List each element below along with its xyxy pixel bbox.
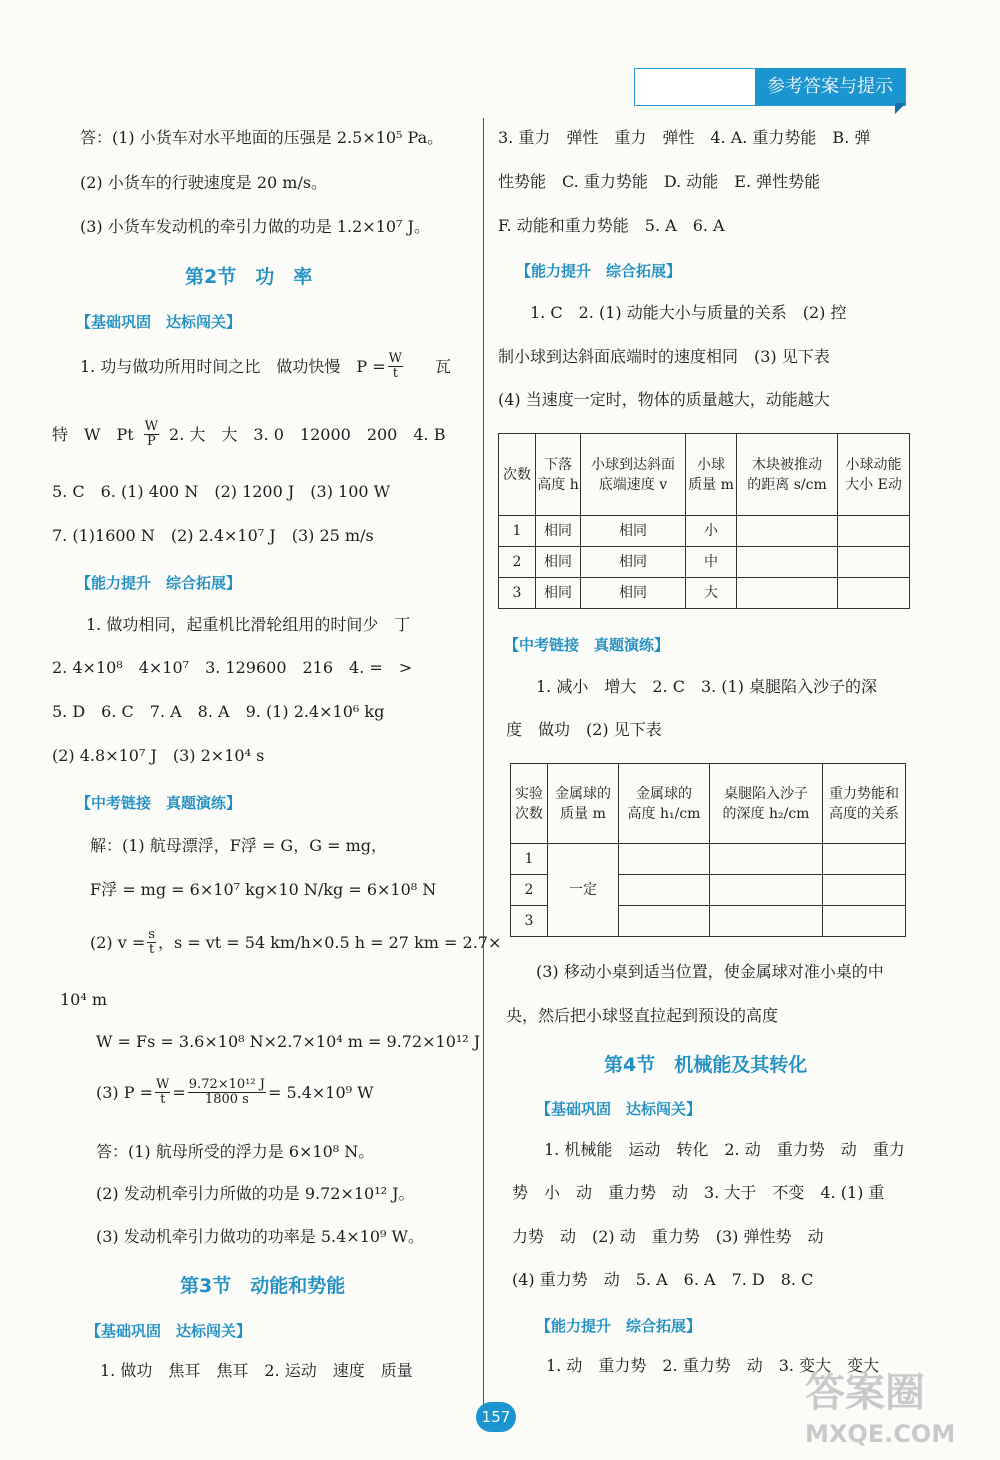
frac-den: 1800 s [204, 1092, 249, 1107]
watermark-logo [805, 1368, 995, 1456]
answer-line-g1: 1. C 2. (1) 动能大小与质量的关系 (2) 控 [530, 303, 847, 322]
tag-ability-2: 【能力提升 综合拓展】 [516, 262, 682, 280]
tag-ability-1: 【能力提升 综合拓展】 [76, 574, 242, 592]
answer-line-i1: (3) 移动小桌到适当位置，使金属球对准小桌的中 [536, 962, 884, 981]
answer-line-d2: F浮 = mg = 6×10⁷ kg×10 N/kg = 6×10⁸ N [90, 880, 437, 899]
d6-tail: = 5.4×10⁹ W [267, 1082, 374, 1102]
answer-line-b4: 7. (1)1600 N (2) 2.4×10⁷ J (3) 25 m/s [52, 526, 374, 545]
header-cell: 金属球的 高度 h₁/cm [619, 764, 710, 844]
table-row: 1 一定 [511, 844, 906, 875]
header-cell: 桌腿陷入沙子 的深度 h₂/cm [710, 764, 823, 844]
table-potential-energy [510, 763, 906, 937]
tag-basic-2: 【基础巩固 达标闯关】 [86, 1322, 252, 1340]
frac-num: W [156, 1077, 170, 1092]
answer-line-d1: 解：(1) 航母漂浮，F浮 = G，G = mg， [90, 836, 387, 855]
answer-line-d5: W = Fs = 3.6×10⁸ N×2.7×10⁴ m = 9.72×10¹² J [96, 1032, 481, 1051]
watermark-url: MXQE.COM [805, 1420, 956, 1448]
section-heading-4: 第4节 机械能及其转化 [604, 1054, 808, 1076]
header-cell: 次数 [499, 434, 536, 516]
answer-line-2: (2) 小货车的行驶速度是 20 m/s。 [80, 173, 328, 192]
d3-tail: ，s = vt = 54 km/h×0.5 h = 27 km = 2.7× [157, 932, 502, 952]
b1-text: 1. 功与做功所用时间之比 做功快慢 P = [80, 356, 386, 376]
table-row: 1 相同 相同 小 [499, 516, 910, 547]
answer-line-c2: 2. 4×10⁸ 4×10⁷ 3. 129600 216 4. = > [52, 658, 413, 677]
tag-basic-1: 【基础巩固 达标闯关】 [76, 313, 242, 331]
answer-line-c4: (2) 4.8×10⁷ J (3) 2×10⁴ s [52, 746, 265, 765]
tag-basic-3: 【基础巩固 达标闯关】 [536, 1100, 702, 1118]
header-cell: 金属球的 质量 m [548, 764, 619, 844]
tag-exam-1: 【中考链接 真题演练】 [76, 794, 242, 812]
answer-line-b1 [80, 352, 451, 381]
answer-line-k1: 1. 动 重力势 2. 重力势 动 3. 变大 变大 [546, 1356, 880, 1375]
column-divider [483, 118, 484, 1408]
header-cell: 重力势能和 高度的关系 [823, 764, 906, 844]
answer-line-h2: 度 做功 (2) 见下表 [506, 720, 662, 739]
frac-den: t [149, 942, 155, 957]
answer-line-c3: 5. D 6. C 7. A 8. A 9. (1) 2.4×10⁶ kg [52, 702, 385, 721]
frac-num: 9.72×10¹² J [188, 1077, 265, 1092]
answer-line-j4: (4) 重力势 动 5. A 6. A 7. D 8. C [512, 1270, 814, 1289]
answer-line-g2: 制小球到达斜面底端时的速度相同 (3) 见下表 [498, 347, 830, 366]
fraction-w-p [144, 420, 159, 449]
frac-den: t [392, 366, 398, 381]
answer-line-b2 [52, 420, 445, 449]
watermark-text: 答案圈 [805, 1370, 925, 1416]
answer-line-g3: (4) 当速度一定时，物体的质量越大，动能越大 [498, 390, 830, 409]
b1-tail: 瓦 [435, 356, 452, 376]
answer-line-j2: 势 小 动 重力势 动 3. 大于 不变 4. (1) 重 [512, 1183, 885, 1202]
frac-num: s [148, 927, 155, 942]
table-row: 2 相同 相同 中 [499, 547, 910, 578]
section-heading-2: 第2节 功 率 [185, 266, 313, 288]
b2-text: 特 W Pt [52, 424, 134, 444]
table-header-row [499, 434, 910, 516]
page-number-badge: 157 [476, 1402, 516, 1432]
d6-text: (3) P = [96, 1082, 154, 1102]
table-row: 2 [511, 875, 906, 906]
answer-line-d6 [96, 1078, 374, 1107]
answer-line-f3: F. 动能和重力势能 5. A 6. A [498, 216, 725, 235]
fraction-w-t-2 [155, 1078, 170, 1107]
fraction-w-t [388, 352, 403, 381]
answer-line-f2: 性势能 C. 重力势能 D. 动能 E. 弹性势能 [498, 172, 821, 191]
header-cell: 木块被推动 的距离 s/cm [737, 434, 838, 516]
answer-line-c1: 1. 做功相同，起重机比滑轮组用的时间少 丁 [86, 615, 411, 634]
table-row: 3 相同 相同 大 [499, 578, 910, 609]
table-kinetic-energy [498, 433, 910, 609]
answer-line-d4: 10⁴ m [60, 990, 108, 1009]
header-cell: 小球动能 大小 E动 [838, 434, 910, 516]
frac-den: t [160, 1092, 166, 1107]
answer-line-f1: 3. 重力 弹性 重力 弹性 4. A. 重力势能 B. 弹 [498, 128, 871, 147]
header-cell: 小球到达斜面 底端速度 v [581, 434, 686, 516]
answer-line-h1: 1. 减小 增大 2. C 3. (1) 桌腿陷入沙子的深 [536, 677, 878, 696]
frac-den: P [146, 434, 156, 449]
fraction-s-t [147, 928, 156, 957]
table-row: 3 [511, 906, 906, 937]
tag-ability-3: 【能力提升 综合拓展】 [536, 1317, 702, 1335]
answer-line-j3: 力势 动 (2) 动 重力势 (3) 弹性势 动 [512, 1227, 824, 1246]
answer-line-3: (3) 小货车发动机的牵引力做的功是 1.2×10⁷ J。 [80, 217, 430, 236]
frac-num: W [144, 419, 159, 434]
tag-exam-2: 【中考链接 真题演练】 [504, 636, 670, 654]
fraction-value [188, 1078, 266, 1107]
header-cell: 小球 质量 m [686, 434, 737, 516]
header-fold-decoration [895, 103, 906, 114]
header-title: 参考答案与提示 [755, 68, 905, 105]
answer-line-i2: 央，然后把小球竖直拉起到预设的高度 [506, 1006, 779, 1025]
answer-line-1: 答：(1) 小货车对水平地面的压强是 2.5×10⁵ Pa。 [80, 128, 444, 147]
header-cell: 实验 次数 [511, 764, 548, 844]
answer-line-e1: 1. 做功 焦耳 焦耳 2. 运动 速度 质量 [100, 1361, 413, 1380]
answer-line-j1: 1. 机械能 运动 转化 2. 动 重力势 动 重力 [544, 1140, 905, 1159]
d3-text: (2) v = [90, 932, 146, 952]
frac-num: W [388, 351, 402, 366]
answer-line-d8: (2) 发动机牵引力所做的功是 9.72×10¹² J。 [96, 1184, 415, 1203]
answer-line-d9: (3) 发动机牵引力做功的功率是 5.4×10⁹ W。 [96, 1227, 424, 1246]
merged-cell: 一定 [548, 844, 619, 937]
answer-line-d3 [90, 928, 501, 957]
table-header-row [511, 764, 906, 844]
b2-tail: 2. 大 大 3. 0 12000 200 4. B [169, 424, 446, 444]
answer-line-d7: 答：(1) 航母所受的浮力是 6×10⁸ N。 [96, 1142, 375, 1161]
equals-sign: = [172, 1082, 186, 1102]
section-heading-3: 第3节 动能和势能 [180, 1275, 346, 1297]
answer-line-b3: 5. C 6. (1) 400 N (2) 1200 J (3) 100 W [52, 482, 391, 501]
header-cell: 下落 高度 h [536, 434, 581, 516]
